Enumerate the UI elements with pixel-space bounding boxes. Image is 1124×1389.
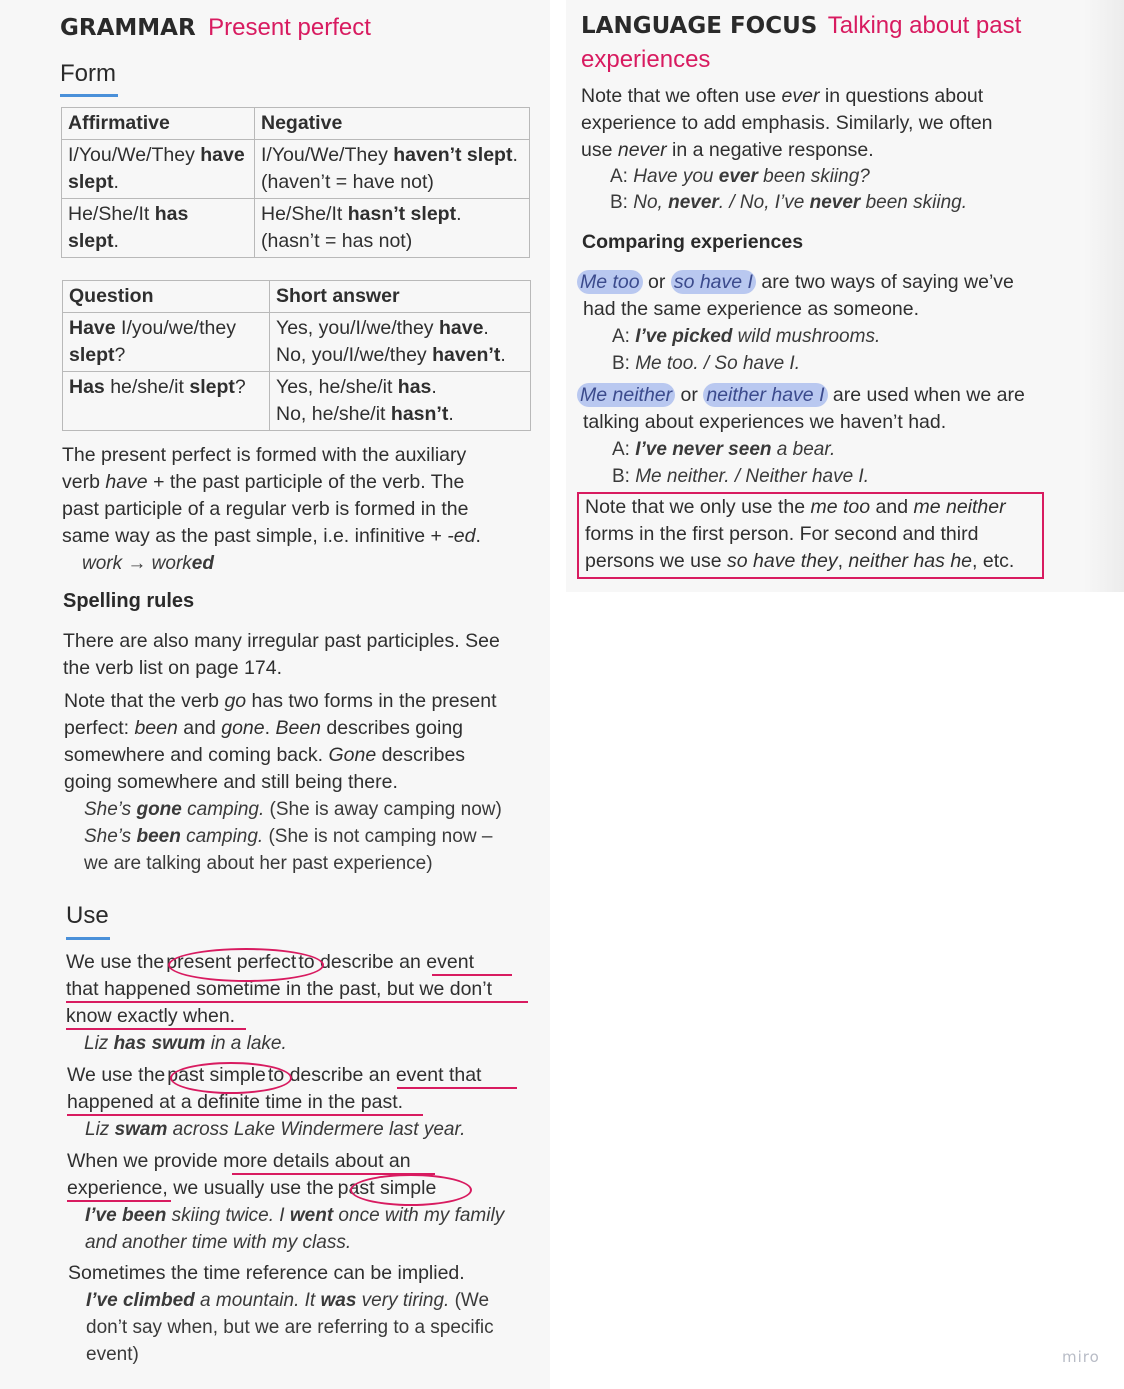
highlight: neither have I	[703, 383, 827, 407]
table-cell: He/She/It hasn’t slept. (hasn’t = has not)	[255, 199, 530, 258]
grammar-title	[60, 14, 371, 42]
question-table	[62, 280, 531, 431]
language-focus-title-bold: LANGUAGE FOCUS	[581, 13, 818, 39]
table-row	[62, 140, 530, 199]
miro-watermark: miro	[1062, 1348, 1100, 1366]
use-details: When we provide more details about an experience, we usually use the past simple I’ve been skiing twice. I went once with my family and another time with my class.	[67, 1150, 505, 1253]
table-row	[63, 372, 531, 431]
pen-underline	[432, 974, 512, 976]
table-cell: Have I/you/we/they slept?	[63, 313, 270, 372]
table-header: Short answer	[270, 281, 531, 313]
ever-paragraph: Note that we often use ever in questions about experience to add emphasis. Similarly, we often use never in a negative response. A: Have you ever been skiing? B: No, never. / No, I’ve never been skiing.	[581, 85, 993, 213]
highlight: Me too	[577, 270, 643, 294]
spelling-heading: Spelling rules	[63, 590, 195, 612]
use-implied: Sometimes the time reference can be implied. I’ve climbed a mountain. It was very tiring. (We don’t say when, but we are referring to a specific event)	[68, 1262, 494, 1365]
grammar-title-topic: Present perfect	[208, 14, 371, 41]
comparing-heading: Comparing experiences	[582, 231, 804, 253]
highlight: Me neither	[577, 383, 675, 407]
language-focus-title	[581, 10, 1101, 78]
me-too-paragraph: Me too or so have I are two ways of saying we’ve had the same experience as someone. A: I’ve picked wild mushrooms. B: Me too. / So have I.	[577, 269, 1057, 377]
pen-circle	[170, 1062, 292, 1094]
highlight: so have I	[671, 270, 756, 294]
use-heading-rule	[66, 937, 110, 940]
form-table	[61, 107, 530, 258]
language-focus-title-topic: Talking about past experiences	[581, 12, 1022, 73]
form-paragraph: The present perfect is formed with the auxiliary verb have + the past participle of the verb. The past participle of a regular verb is formed in the same way as the past simple, i.e. infinitive + -ed. work → worked	[62, 444, 481, 574]
pen-circle	[350, 1174, 472, 1206]
pen-circle	[168, 948, 324, 982]
table-cell: I/You/We/They have slept.	[62, 140, 255, 199]
table-header: Affirmative	[62, 108, 255, 140]
form-heading: Form	[60, 60, 116, 87]
table-cell: Yes, you/I/we/they have. No, you/I/we/they haven’t.	[270, 313, 531, 372]
use-heading: Use	[66, 902, 109, 929]
note-box-text: Note that we only use the me too and me neither forms in the first person. For second and third persons we use so have they, neither has he, etc.	[585, 496, 1015, 572]
table-row	[62, 199, 530, 258]
table-header: Negative	[255, 108, 530, 140]
pen-underline	[66, 1028, 246, 1030]
pen-underline	[397, 1087, 517, 1089]
pen-underline	[67, 1200, 171, 1202]
use-past-simple: We use the past simple to describe an event that happened at a definite time in the past. Liz swam across Lake Windermere last year.	[67, 1064, 482, 1140]
table-cell: Yes, he/she/it has. No, he/she/it hasn’t.	[270, 372, 531, 431]
table-header: Question	[63, 281, 270, 313]
irregular-paragraph: There are also many irregular past participles. See the verb list on page 174.	[63, 630, 500, 679]
pen-underline	[67, 1114, 423, 1116]
form-heading-rule	[60, 94, 118, 97]
table-cell: Has he/she/it slept?	[63, 372, 270, 431]
go-paragraph: Note that the verb go has two forms in the present perfect: been and gone. Been describes going somewhere and coming back. Gone describes going somewhere and still being there. She’s gone camping. (She is away camping now) She’s been camping. (She is not camping now – we are talking about her past experience)	[64, 690, 502, 874]
grammar-title-bold: GRAMMAR	[60, 15, 196, 41]
table-cell: He/She/It has slept.	[62, 199, 255, 258]
table-cell: I/You/We/They haven’t slept. (haven’t = have not)	[255, 140, 530, 199]
me-neither-paragraph: Me neither or neither have I are used when we are talking about experiences we haven’t had. A: I’ve never seen a bear. B: Me neither. / Neither have I.	[577, 382, 1057, 490]
pen-underline	[66, 1001, 528, 1003]
use-present-perfect: We use the present perfect to describe an event that happened sometime in the past, but we don’t know exactly when. Liz has swum in a lake.	[66, 951, 493, 1054]
table-row	[63, 313, 531, 372]
